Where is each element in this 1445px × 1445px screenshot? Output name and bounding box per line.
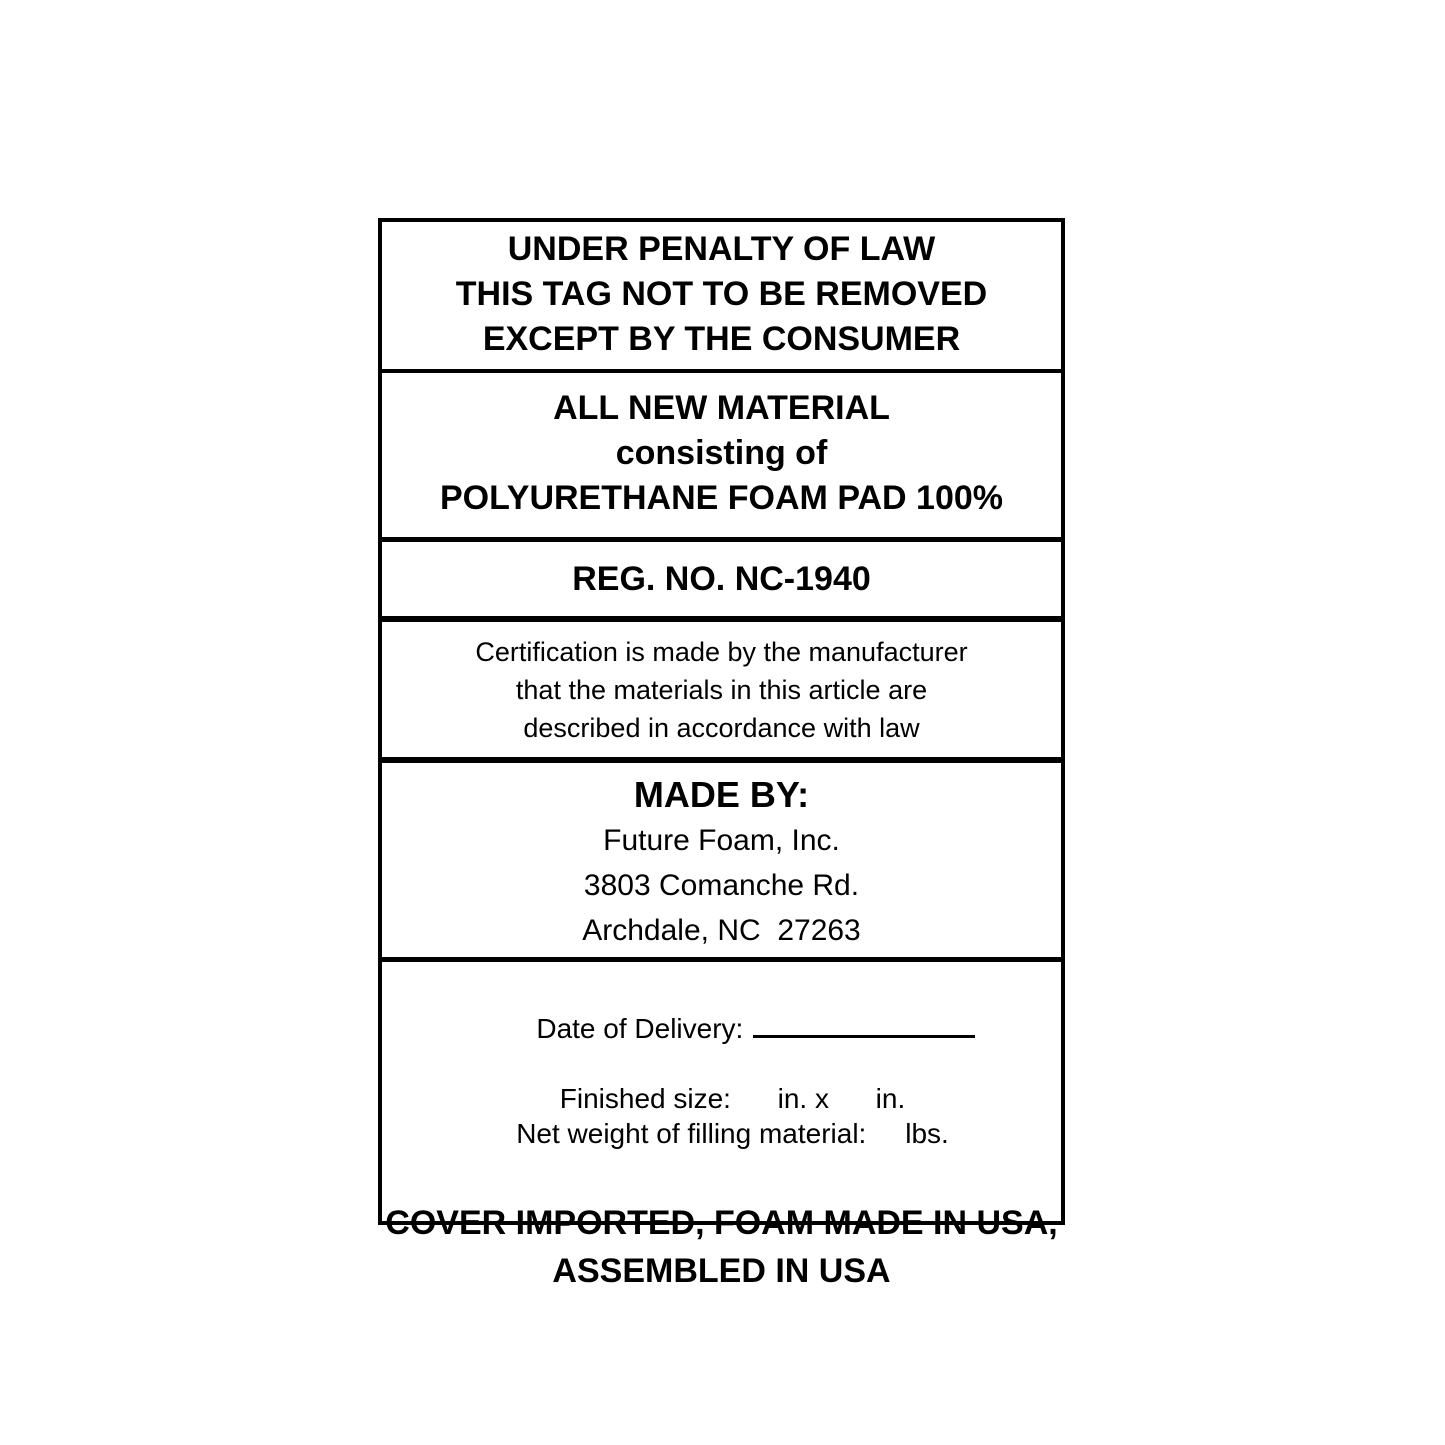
penalty-section bbox=[382, 222, 1061, 369]
manufacturer-street: 3803 Comanche Rd. bbox=[583, 869, 860, 902]
material-line: ALL NEW MATERIAL bbox=[553, 389, 890, 427]
law-tag-label bbox=[378, 218, 1065, 1290]
date-of-delivery-label: Date of Delivery: bbox=[536, 1013, 744, 1044]
penalty-line: THIS TAG NOT TO BE REMOVED bbox=[455, 275, 988, 313]
penalty-line: UNDER PENALTY OF LAW bbox=[507, 230, 936, 268]
certification-section bbox=[382, 616, 1061, 757]
origin-line: ASSEMBLED IN USA bbox=[552, 1252, 891, 1290]
material-section bbox=[382, 369, 1061, 537]
registration-number: REG. NO. NC-1940 bbox=[572, 559, 871, 598]
registration-section bbox=[382, 537, 1061, 616]
made-by-title: MADE BY: bbox=[633, 774, 810, 815]
details-section bbox=[382, 957, 1061, 1290]
certification-line: that the materials in this article are bbox=[515, 675, 928, 705]
certification-line: Certification is made by the manufacturer bbox=[475, 637, 968, 667]
net-weight-line: Net weight of filling material: lbs. bbox=[516, 1118, 949, 1149]
date-of-delivery-line bbox=[382, 974, 1061, 1081]
origin-line: COVER IMPORTED, FOAM MADE IN USA, bbox=[385, 1204, 1058, 1242]
finished-size-line: Finished size: in. x in. bbox=[559, 1083, 906, 1114]
made-by-section bbox=[382, 757, 1061, 957]
certification-line: described in accordance with law bbox=[523, 713, 920, 743]
penalty-line: EXCEPT BY THE CONSUMER bbox=[482, 320, 961, 358]
material-line: POLYURETHANE FOAM PAD 100% bbox=[440, 479, 1003, 517]
delivery-date-blank bbox=[753, 1009, 975, 1038]
manufacturer-name: Future Foam, Inc. bbox=[603, 824, 840, 857]
manufacturer-city: Archdale, NC 27263 bbox=[582, 914, 861, 947]
material-line: consisting of bbox=[615, 434, 828, 472]
origin-statement bbox=[382, 1199, 1061, 1295]
